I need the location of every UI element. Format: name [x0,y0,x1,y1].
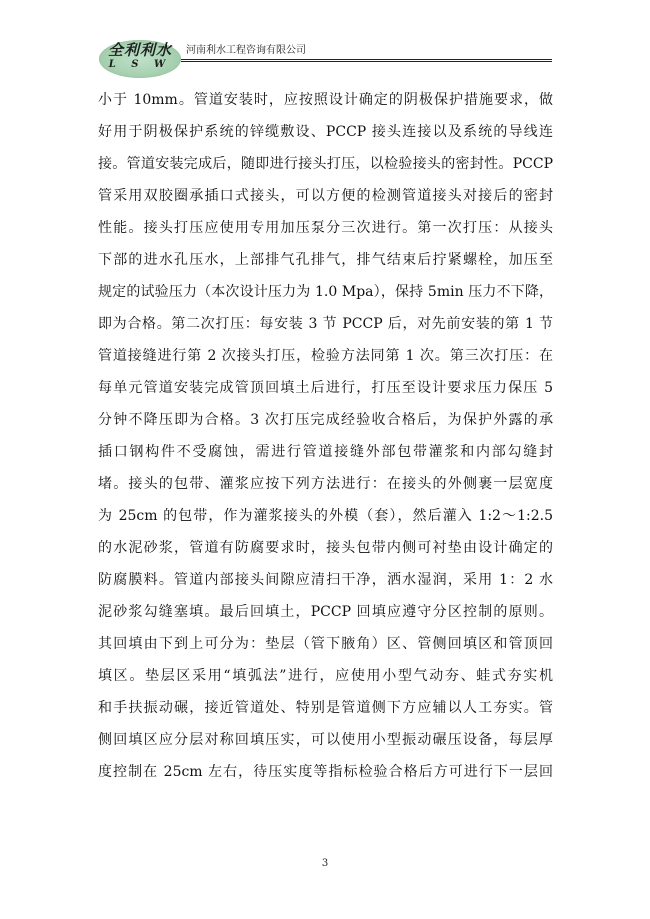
text-line: 度控制在 25cm 左右，待压实度等指标检验合格后方可进行下一层回 [98,764,553,780]
text-line: 其回填由下到上可分为：垫层（管下腋角）区、管侧回填区和管顶回 [98,636,553,652]
text-line: 填区。垫层区采用“填弧法”进行，应使用小型气动夯、蛙式夯实机 [98,668,553,684]
text-line: 每单元管道安装完成管顶回填土后进行，打压至设计要求压力保压 5 [98,380,553,396]
text-line: 即为合格。第二次打压：每安装 3 节 PCCP 后，对先前安装的第 1 节 [98,316,553,332]
body-text [98,80,553,788]
text-line: 管道接缝进行第 2 次接头打压，检验方法同第 1 次。第三次打压：在 [98,348,553,364]
company-logo [99,40,181,78]
text-line: 防腐膜料。管道内部接头间隙应清扫干净，洒水湿润，采用 1：2 水 [98,572,553,588]
text-line: 管采用双胶圈承插口式接头，可以方便的检测管道接头对接后的密封 [98,188,553,204]
text-line: 为 25cm 的包带，作为灌浆接头的外模（套），然后灌入 1:2～1:2.5 [98,508,553,524]
text-line: 规定的试验压力（本次设计压力为 1.0 Mpa），保持 5min 压力不下降， [98,284,553,300]
header-rule [181,59,552,60]
text-line: 接。管道安装完成后，随即进行接头打压，以检验接头的密封性。PCCP [98,156,553,172]
text-line: 和手扶振动碾，接近管道处、特别是管道侧下方应辅以人工夯实。管 [98,700,553,716]
text-line: 堵。接头的包带、灌浆应按下列方法进行：在接头的外侧裹一层宽度 [98,476,553,492]
text-line: 侧回填区应分层对称回填压实，可以使用小型振动碾压设备，每层厚 [98,732,553,748]
text-line: 的水泥砂浆，管道有防腐要求时，接头包带内侧可衬垫由设计确定的 [98,540,553,556]
logo-subtext: L S W [108,59,172,70]
text-line: 插口钢构件不受腐蚀，需进行管道接缝外部包带灌浆和内部勾缝封 [98,444,553,460]
text-line: 性能。接头打压应使用专用加压泵分三次进行。第一次打压：从接头 [98,220,553,236]
page-number: 3 [321,858,329,869]
page-header [0,0,650,80]
text-line: 分钟不降压即为合格。3 次打压完成经验收合格后，为保护外露的承 [98,412,553,428]
text-line: 泥砂浆勾缝塞填。最后回填土，PCCP 回填应遵守分区控制的原则。 [98,604,553,620]
header-rule [181,61,552,62]
text-line: 好用于阴极保护系统的锌缆敷设、PCCP 接头连接以及系统的导线连 [98,124,553,140]
text-line: 下部的进水孔压水，上部排气孔排气，排气结束后拧紧螺栓，加压至 [98,252,553,268]
logo-text: 全利利水 [107,41,172,59]
company-name: 河南利水工程咨询有限公司 [186,45,306,56]
text-line: 小于 10mm。管道安装时，应按照设计确定的阴极保护措施要求，做 [98,92,553,108]
